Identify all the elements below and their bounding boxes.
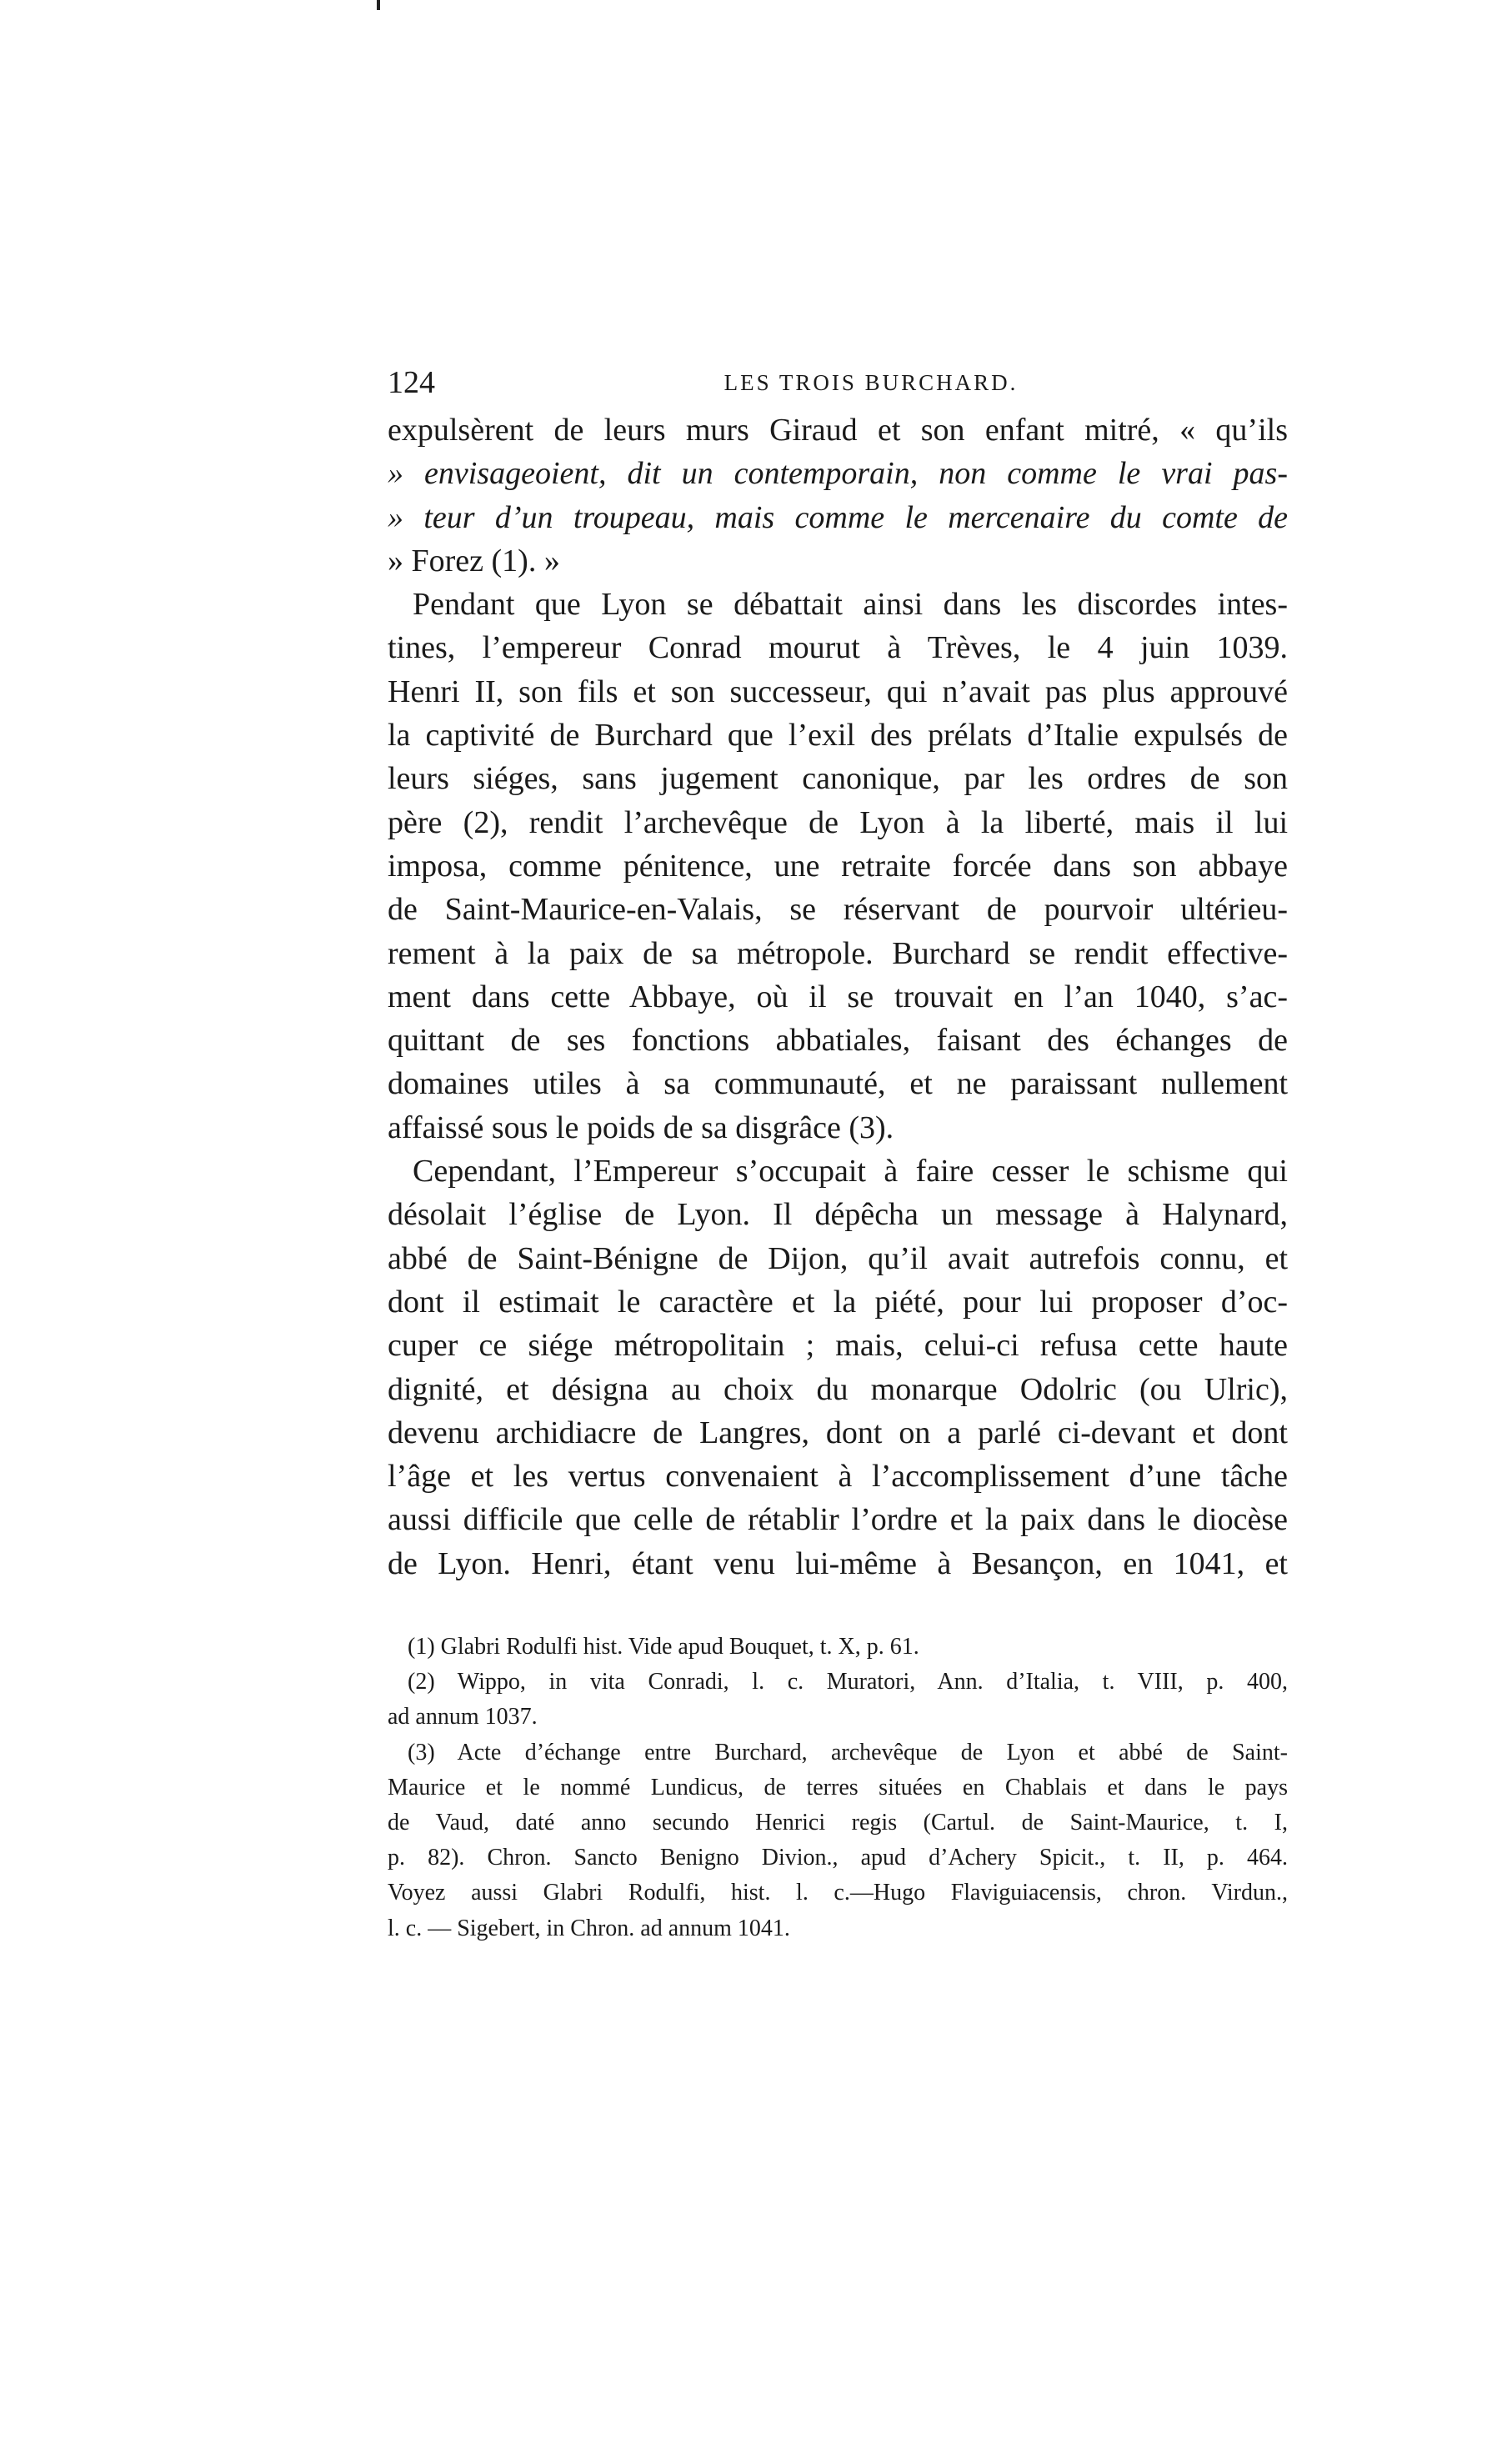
body-line: abbé de Saint-Bénigne de Dijon, qu’il avait autrefois connu, et xyxy=(388,1240,1288,1276)
body-line: dignité, et désigna au choix du monarque Odolric (ou Ulric), xyxy=(388,1371,1288,1407)
footnotes xyxy=(388,1630,1288,1946)
body-line: aussi difficile que celle de rétablir l’ordre et la paix dans le diocèse xyxy=(388,1502,1288,1538)
body-line: affaissé sous le poids de sa disgrâce (3). xyxy=(388,1109,894,1145)
footnote-line: ad annum 1037. xyxy=(388,1704,538,1730)
body-line: père (2), rendit l’archevêque de Lyon à la liberté, mais il lui xyxy=(388,804,1288,840)
body-line: expulsèrent de leurs murs Giraud et son enfant mitré, « qu’ils xyxy=(388,413,1288,448)
running-head xyxy=(388,362,1288,403)
footnote-line: de Vaud, daté anno secundo Henrici regis (Cartul. de Saint-Maurice, t. I, xyxy=(388,1809,1288,1835)
body-line: Cependant, l’Empereur s’occupait à faire cesser le schisme qui xyxy=(413,1154,1288,1189)
body-line: » teur d’un troupeau, mais comme le mercenaire du comte de xyxy=(388,499,1288,535)
body-text xyxy=(388,408,1288,1585)
body-line: imposa, comme pénitence, une retraite forcée dans son abbaye xyxy=(388,848,1288,884)
body-line: l’âge et les vertus convenaient à l’accomplissement d’une tâche xyxy=(388,1459,1288,1495)
body-line: dont il estimait le caractère et la piété, pour lui proposer d’oc- xyxy=(388,1284,1288,1320)
body-line: Pendant que Lyon se débattait ainsi dans les discordes intes- xyxy=(413,587,1288,623)
footnote-line: Maurice et le nommé Lundicus, de terres situées en Chablais et dans le pays xyxy=(388,1774,1288,1800)
body-line: domaines utiles à sa communauté, et ne paraissant nullement xyxy=(388,1066,1288,1102)
body-line: » Forez (1). » xyxy=(388,543,560,578)
body-line: de Saint-Maurice-en-Valais, se réservant de pourvoir ultérieu- xyxy=(388,892,1288,928)
body-line: quittant de ses fonctions abbatiales, faisant des échanges de xyxy=(388,1023,1288,1059)
footnote-line: (2) Wippo, in vita Conradi, l. c. Muratori, Ann. d’Italia, t. VIII, p. 400, xyxy=(408,1669,1288,1695)
footnote-line: Voyez aussi Glabri Rodulfi, hist. l. c.—Hugo Flaviguiacensis, chron. Virdun., xyxy=(388,1880,1288,1906)
body-line: de Lyon. Henri, étant venu lui-même à Besançon, en 1041, et xyxy=(388,1545,1288,1581)
footnote-line: p. 82). Chron. Sancto Benigno Divion., apud d’Achery Spicit., t. II, p. 464. xyxy=(388,1845,1288,1871)
page-number: 124 xyxy=(388,365,435,400)
body-line: désolait l’église de Lyon. Il dépêcha un message à Halynard, xyxy=(388,1197,1288,1233)
footnote-line: (3) Acte d’échange entre Burchard, archevêque de Lyon et abbé de Saint- xyxy=(408,1739,1288,1765)
body-line: » envisageoient, dit un contemporain, non comme le vrai pas- xyxy=(388,456,1288,492)
body-line: devenu archidiacre de Langres, dont on a parlé ci-devant et dont xyxy=(388,1415,1288,1450)
body-line: rement à la paix de sa métropole. Burchard se rendit effective- xyxy=(388,935,1288,971)
body-line: cuper ce siége métropolitain ; mais, celui-ci refusa cette haute xyxy=(388,1328,1288,1364)
body-line: leurs siéges, sans jugement canonique, par les ordres de son xyxy=(388,761,1288,797)
scan-mark xyxy=(377,0,380,10)
running-title: LES TROIS BURCHARD. xyxy=(723,370,1019,395)
body-line: ment dans cette Abbaye, où il se trouvait en l’an 1040, s’ac- xyxy=(388,979,1288,1014)
body-line: Henri II, son fils et son successeur, qui n’avait pas plus approuvé xyxy=(388,674,1288,709)
body-line: la captivité de Burchard que l’exil des prélats d’Italie expulsés de xyxy=(388,718,1288,754)
footnote-line: (1) Glabri Rodulfi hist. Vide apud Bouquet, t. X, p. 61. xyxy=(408,1634,919,1660)
body-line: tines, l’empereur Conrad mourut à Trèves, le 4 juin 1039. xyxy=(388,630,1288,666)
footnote-line: l. c. — Sigebert, in Chron. ad annum 1041. xyxy=(388,1915,790,1941)
